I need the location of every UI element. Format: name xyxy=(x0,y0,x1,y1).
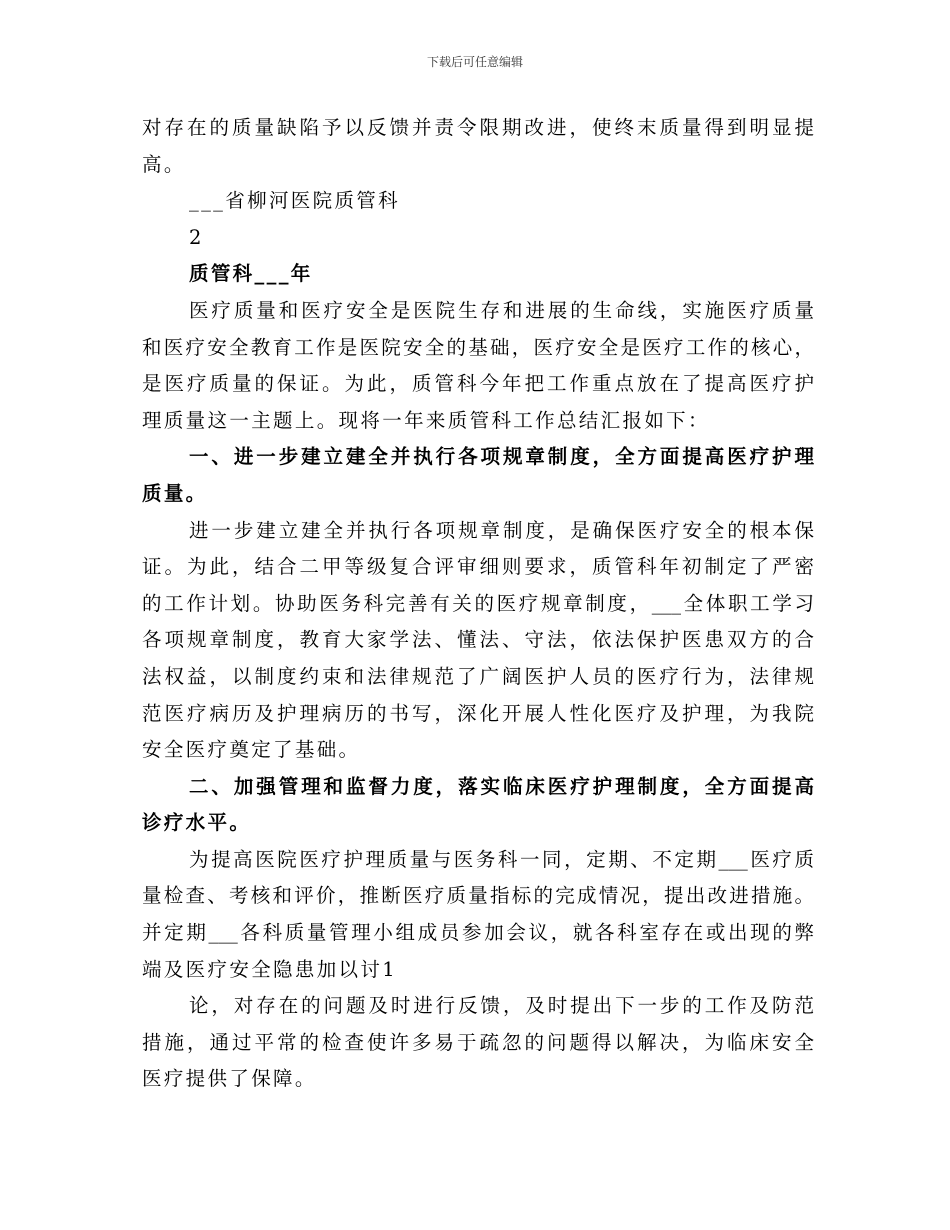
text-line: 证。为此，结合二甲等级复合评审细则要求，质管科年初制定了严密 xyxy=(142,555,814,579)
text-line: 医疗质量和医疗安全是医院生存和进展的生命线，实施医疗质量 xyxy=(189,298,814,322)
text-line: 为提高医院医疗护理质量与医务科一同，定期、不定期___医疗质 xyxy=(189,847,814,871)
text-line: 论，对存在的问题及时进行反馈，及时提出下一步的工作及防范 xyxy=(189,994,814,1018)
text-line: 端及医疗安全隐患加以讨1 xyxy=(142,957,397,981)
text-line: 的工作计划。协助医务科完善有关的医疗规章制度，___全体职工学习 xyxy=(142,591,814,615)
text-line: 范医疗病历及护理病历的书写，深化开展人性化医疗及护理，为我院 xyxy=(142,701,814,725)
text-line: 各项规章制度，教育大家学法、懂法、守法，依法保护医患双方的合 xyxy=(142,628,814,652)
text-line: 医疗提供了保障。 xyxy=(142,1067,317,1091)
heading-line: 二、加强管理和监督力度，落实临床医疗护理制度，全方面提高 xyxy=(189,774,814,798)
text-line: 并定期___各科质量管理小组成员参加会议，就各科室存在或出现的弊 xyxy=(142,921,814,945)
text-line: 措施，通过平常的检查使许多易于疏忽的问题得以解决，为临床安全 xyxy=(142,1030,814,1054)
text-line: ___省柳河医院质管科 xyxy=(189,189,400,213)
heading-line: 质量。 xyxy=(142,481,208,505)
document-body xyxy=(142,110,814,1098)
text-line: 2 xyxy=(189,225,204,249)
text-line: 和医疗安全教育工作是医院安全的基础，医疗安全是医疗工作的核心， xyxy=(142,335,814,359)
text-line: 是医疗质量的保证。为此，质管科今年把工作重点放在了提高医疗护 xyxy=(142,372,814,396)
text-line: 理质量这一主题上。现将一年来质管科工作总结汇报如下： xyxy=(142,408,710,432)
text-line: 法权益，以制度约束和法律规范了广阔医护人员的医疗行为，法律规 xyxy=(142,664,814,688)
text-line: 安全医疗奠定了基础。 xyxy=(142,738,361,762)
text-line: 进一步建立建全并执行各项规章制度，是确保医疗安全的根本保 xyxy=(189,518,814,542)
page-header: 下载后可任意编辑 xyxy=(426,55,523,69)
heading-line: 质管科___年 xyxy=(189,262,313,286)
text-line: 高。 xyxy=(142,152,186,176)
heading-line: 一、进一步建立建全并执行各项规章制度，全方面提高医疗护理 xyxy=(189,445,814,469)
text-line: 量检查、考核和评价，推断医疗质量指标的完成情况，提出改进措施。 xyxy=(142,884,814,908)
text-line: 对存在的质量缺陷予以反馈并责令限期改进，使终末质量得到明显提 xyxy=(142,116,814,139)
heading-line: 诊疗水平。 xyxy=(142,811,252,835)
